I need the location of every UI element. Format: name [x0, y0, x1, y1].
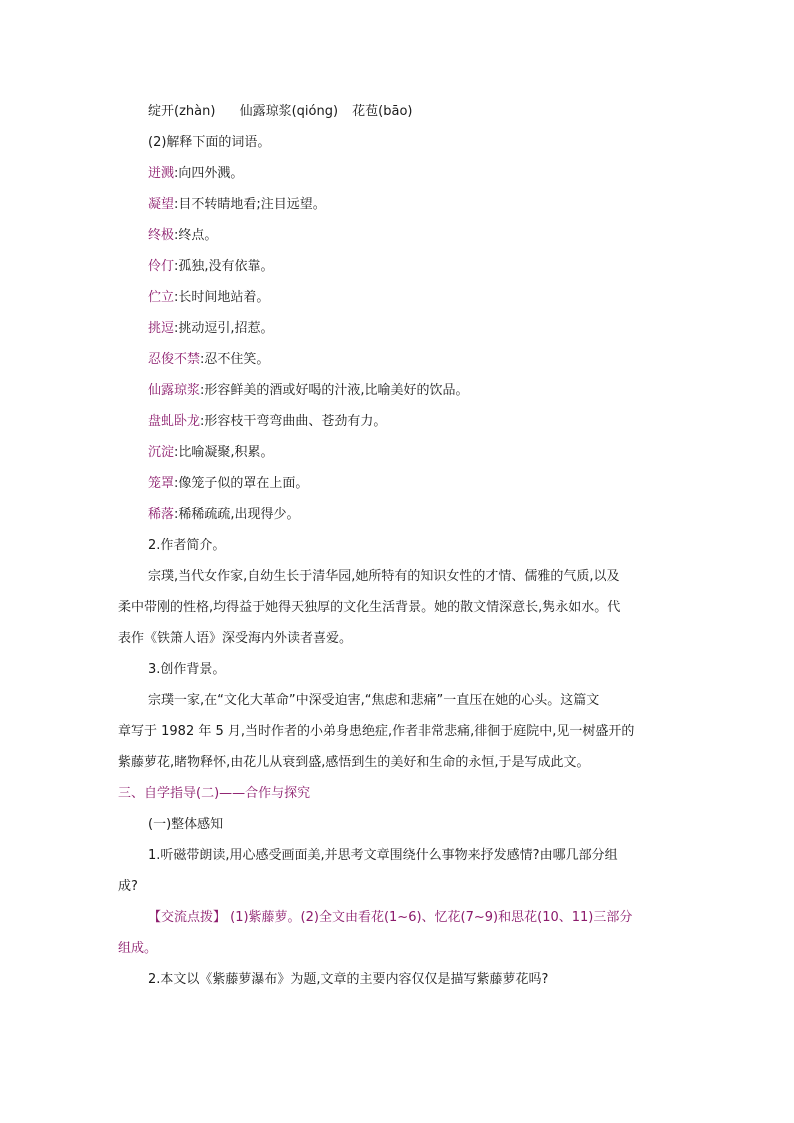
pinyin-line	[148, 103, 794, 120]
author-paragraph-line: 宗璞,当代女作家,自幼生长于清华园,她所特有的知识女性的才情、儒雅的气质,以及	[148, 569, 620, 584]
definition-text: :形容枝干弯弯曲曲、苍劲有力。	[200, 414, 387, 429]
definition-item	[148, 382, 794, 399]
definition-term: 挑逗	[148, 321, 175, 336]
definition-text: :忍不住笑。	[200, 352, 270, 367]
definition-item	[148, 165, 794, 182]
definition-item	[148, 289, 794, 306]
definition-term: 伶仃	[148, 259, 175, 274]
definition-text: :形容鲜美的酒或好喝的汁液,比喻美好的饮品。	[200, 383, 469, 398]
question-line: 2.本文以《紫藤萝瀑布》为题,文章的主要内容仅仅是描写紫藤萝花吗?	[148, 972, 549, 987]
question-line: 成?	[118, 879, 138, 894]
definition-text: :比喻凝聚,积累。	[174, 445, 274, 460]
definition-term: 沉淀	[148, 445, 175, 460]
definition-item	[148, 475, 794, 492]
definition-term: 忍俊不禁	[148, 352, 201, 367]
definition-item	[148, 320, 794, 337]
answer-line: 组成。	[118, 941, 158, 956]
definition-text: :长时间地站着。	[174, 290, 270, 305]
definition-text: :孤独,没有依靠。	[174, 259, 274, 274]
definition-term: 凝望	[148, 197, 175, 212]
definition-item	[148, 227, 794, 244]
definition-term: 终极	[148, 228, 175, 243]
definition-term: 伫立	[148, 290, 175, 305]
background-paragraph-line: 章写于 1982 年 5 月,当时作者的小弟身患绝症,作者非常悲痛,徘徊于庭院中,见一树盛开的	[118, 724, 635, 739]
subsection-heading: (一)整体感知	[148, 817, 224, 832]
background-paragraph-line: 紫藤萝花,睹物释怀,由花儿从衰到盛,感悟到生的美好和生命的永恒,于是写成此文。	[118, 755, 590, 770]
question-label: (2)解释下面的词语。	[148, 135, 271, 150]
answer-line: 【交流点拨】 (1)紫藤萝。(2)全文由看花(1~6)、忆花(7~9)和思花(10、11)三部分	[148, 910, 633, 925]
definition-term: 笼罩	[148, 476, 175, 491]
definition-term: 稀落	[148, 507, 175, 522]
background-paragraph-line: 宗璞一家,在“文化大革命”中深受迫害,“焦虑和悲痛”一直压在她的心头。这篇文	[148, 693, 600, 708]
author-paragraph-line: 表作《铁箫人语》深受海内外读者喜爱。	[118, 631, 353, 646]
definition-item	[148, 351, 794, 368]
question-line: 1.听磁带朗读,用心感受画面美,并思考文章围绕什么事物来抒发感情?由哪几部分组	[148, 848, 618, 863]
definition-item	[148, 444, 794, 461]
definition-item	[148, 196, 794, 213]
definition-item	[148, 413, 794, 430]
definition-text: :目不转睛地看;注目远望。	[174, 197, 326, 212]
definition-text: :向四外溅。	[174, 166, 244, 181]
definition-text: :终点。	[174, 228, 218, 243]
definition-text: :像笼子似的罩在上面。	[174, 476, 309, 491]
pinyin-item: 绽开(zhàn)	[148, 104, 216, 119]
pinyin-item: 仙露琼浆(qióng)	[239, 104, 339, 119]
author-heading: 2.作者简介。	[148, 538, 226, 553]
definition-text: :挑动逗引,招惹。	[174, 321, 274, 336]
pinyin-item: 花苞(bāo)	[352, 104, 413, 119]
definition-item	[148, 258, 794, 275]
definition-item	[148, 506, 794, 523]
author-paragraph-line: 柔中带刚的性格,均得益于她得天独厚的文化生活背景。她的散文情深意长,隽永如水。代	[118, 600, 621, 615]
section-heading: 三、自学指导(二)——合作与探究	[118, 786, 311, 801]
definition-term: 迸溅	[148, 166, 175, 181]
background-heading: 3.创作背景。	[148, 662, 226, 677]
definition-text: :稀稀疏疏,出现得少。	[174, 507, 300, 522]
definition-term: 盘虬卧龙	[148, 414, 201, 429]
definition-term: 仙露琼浆	[148, 383, 201, 398]
